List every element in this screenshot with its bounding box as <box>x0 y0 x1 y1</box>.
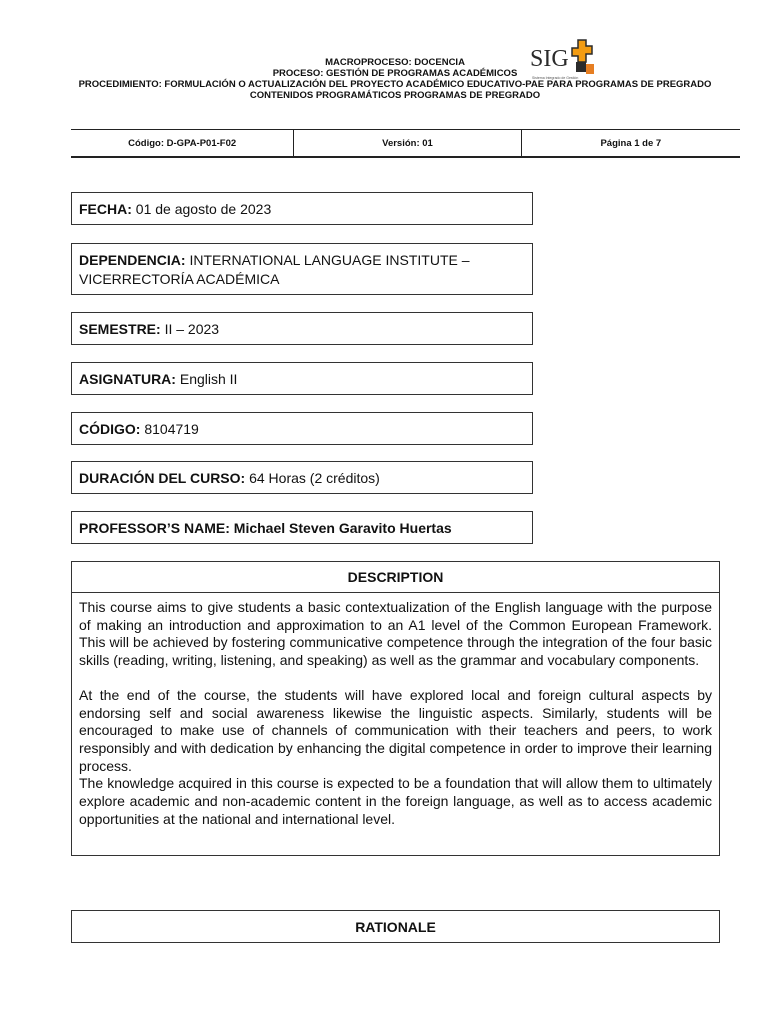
codigo-value: 8104719 <box>140 421 199 437</box>
professor-field <box>71 511 533 544</box>
description-paragraph: At the end of the course, the students will have explored local and foreign cultural aspects by endorsing self and social awareness likewise the linguistic aspects. Similarly, students will be encouraged to make use of channels of communication with their teachers and peers, to work responsibly and with dedication by enhancing the digital competence in order to improve their learning process. <box>79 686 712 774</box>
document-header <box>70 57 720 101</box>
fecha-value: 01 de agosto de 2023 <box>131 201 272 217</box>
header-macroproceso: MACROPROCESO: DOCENCIA <box>325 57 465 68</box>
dependencia-field <box>71 243 533 295</box>
header-procedimiento: PROCEDIMIENTO: FORMULACIÓN O ACTUALIZACIÓN DEL PROYECTO ACADÉMICO EDUCATIVO-PAE PARA PROGRAMAS DE PREGRADO <box>78 79 712 90</box>
logo-subtext: Sistema Integrado de Gestión <box>532 76 579 80</box>
duracion-value: 64 Horas (2 créditos) <box>245 470 380 486</box>
pagina-cell: Página 1 de 7 <box>600 137 662 149</box>
sig-logo-icon <box>528 38 596 84</box>
dependencia-label: DEPENDENCIA: <box>79 252 186 268</box>
description-body <box>71 593 720 856</box>
sig-logo <box>528 38 596 84</box>
duracion-field <box>71 461 533 494</box>
fecha-field <box>71 192 533 225</box>
version-cell: Versión: 01 <box>294 130 521 156</box>
dependencia-value: INTERNATIONAL LANGUAGE INSTITUTE – VICERRECTORÍA ACADÉMICA <box>79 252 470 287</box>
description-paragraph: This course aims to give students a basic contextualization of the English language with the purpose of making an introduction and approximation to an A1 level of the Common European Framework. This will be achieved by fostering communicative competence through the integration of the four basic skills (reading, writing, listening, and speaking) as well as the grammar and vocabulary components. <box>79 599 712 669</box>
semestre-value: II – 2023 <box>160 321 220 337</box>
description-title: DESCRIPTION <box>71 561 720 593</box>
semestre-field <box>71 312 533 345</box>
asignatura-value: English II <box>175 371 238 387</box>
fecha-label: FECHA: <box>79 201 132 217</box>
header-contenidos: CONTENIDOS PROGRAMÁTICOS PROGRAMAS DE PREGRADO <box>249 90 541 101</box>
document-code-row <box>71 129 740 158</box>
semestre-label: SEMESTRE: <box>79 321 161 337</box>
description-paragraph: The knowledge acquired in this course is expected to be a foundation that will allow them to ultimately explore academic and non-academic content in the foreign language, as well as to access academic opportunities at the national and international level. <box>79 775 712 827</box>
asignatura-field <box>71 362 533 395</box>
professor-value: Michael Steven Garavito Huertas <box>229 520 452 536</box>
codigo-label: CÓDIGO: <box>79 421 141 437</box>
asignatura-label: ASIGNATURA: <box>79 371 176 387</box>
professor-label: PROFESSOR’S NAME: <box>79 520 230 536</box>
codigo-cell: Código: D-GPA-P01-F02 <box>71 130 294 156</box>
codigo-field <box>71 412 533 445</box>
rationale-title: RATIONALE <box>71 910 720 943</box>
duracion-label: DURACIÓN DEL CURSO: <box>79 470 246 486</box>
logo-text: SIG <box>530 46 569 72</box>
header-proceso: PROCESO: GESTIÓN DE PROGRAMAS ACADÉMICOS <box>272 68 518 79</box>
